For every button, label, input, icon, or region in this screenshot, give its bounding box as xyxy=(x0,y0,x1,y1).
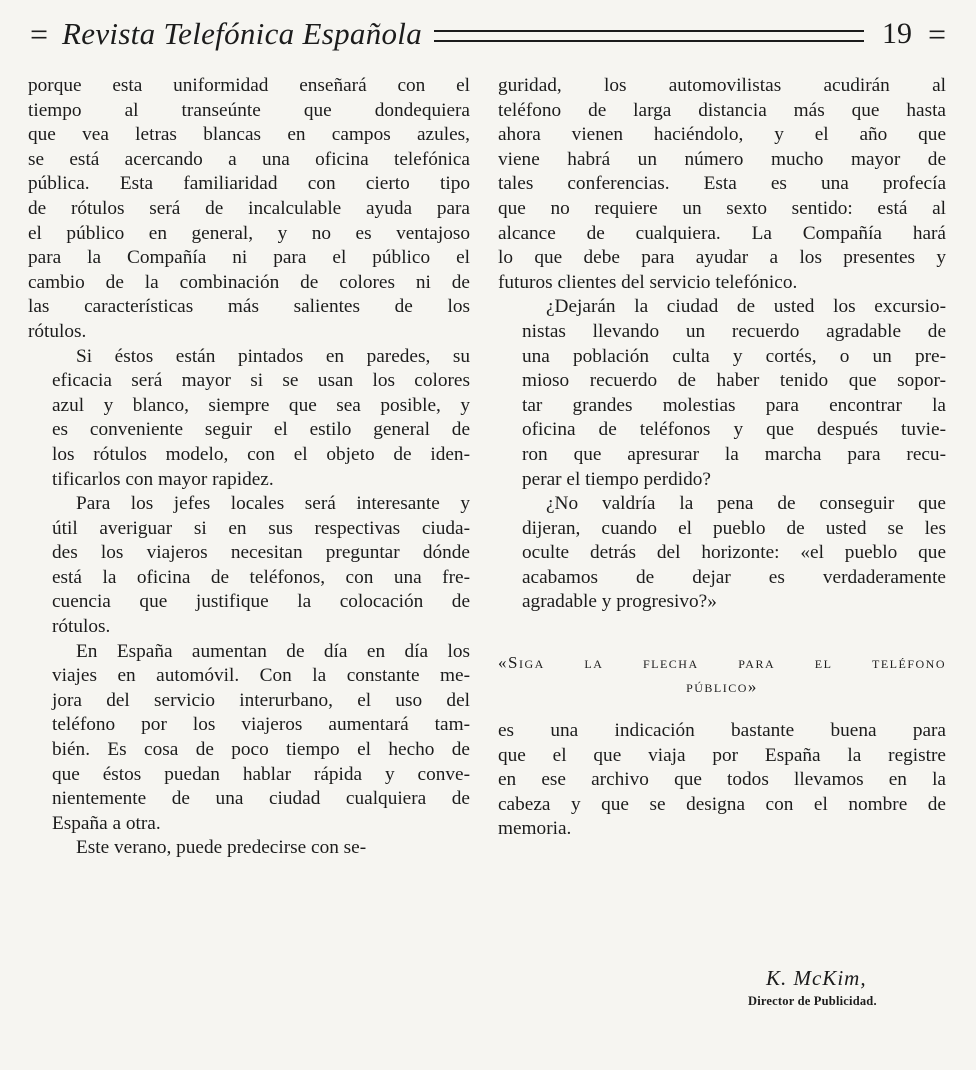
text-line: guridad, los automovilistas acudirán al xyxy=(498,75,946,96)
text-line: dijeran, cuando el pueblo de usted se les xyxy=(522,517,946,539)
body-paragraph xyxy=(498,295,946,492)
running-header xyxy=(30,14,946,54)
closing-paragraph xyxy=(498,719,946,842)
text-line: azul y blanco, siempre que sea posible, y xyxy=(52,394,470,416)
text-line: des los viajeros necesitan preguntar dónde xyxy=(52,542,470,564)
text-line: los rótulos modelo, con el objeto de iden- xyxy=(52,443,470,465)
header-double-rule xyxy=(434,30,864,42)
text-line: útil averiguar si en sus respectivas ciuda- xyxy=(52,517,470,539)
text-line: En España aumentan de día en día los xyxy=(76,640,470,662)
text-line: es conveniente seguir el estilo general de xyxy=(52,419,470,441)
text-line: tiempo al transeúnte que dondequiera xyxy=(28,99,470,121)
text-line: ahora vienen haciéndolo, y el año que xyxy=(498,124,946,146)
author-signature: K. McKim, xyxy=(766,966,867,990)
text-line: nistas llevando un recuerdo agradable de xyxy=(522,320,946,342)
body-paragraph xyxy=(28,836,470,861)
text-line: acabamos de dejar es verdaderamente xyxy=(522,566,946,588)
left-column xyxy=(28,74,470,861)
body-paragraph xyxy=(28,492,470,640)
text-line: que no requiere un sexto sentido: está al xyxy=(498,197,946,219)
text-line: ¿No valdría la pena de conseguir que xyxy=(546,493,946,515)
text-line: que éstos puedan hablar rápida y conve- xyxy=(52,763,470,785)
text-line: perar el tiempo perdido? xyxy=(522,468,711,490)
body-paragraph xyxy=(28,640,470,837)
header-right-ornament: = xyxy=(927,16,946,52)
text-line: viene habrá un número mucho mayor de xyxy=(498,148,946,170)
text-line: una población culta y cortés, o un pre- xyxy=(522,345,946,367)
body-paragraph xyxy=(28,74,470,345)
right-column xyxy=(498,74,946,842)
text-line: ron que apresurar la marcha para recu- xyxy=(522,443,946,465)
author-role: Director de Publicidad. xyxy=(748,994,877,1008)
text-line: las características más salientes de los xyxy=(28,296,470,318)
text-line: teléfono de larga distancia más que hasta xyxy=(498,99,946,121)
text-line: está la oficina de teléfonos, con una fre- xyxy=(52,566,470,588)
text-line: futuros clientes del servicio telefónico. xyxy=(498,271,798,293)
text-line: Este verano, puede predecirse con se- xyxy=(76,837,367,859)
text-line: para la Compañía ni para el público el xyxy=(28,247,470,269)
body-paragraph xyxy=(498,492,946,615)
slogan-line: «Siga la flecha para el teléfono xyxy=(498,653,946,673)
text-line: pública. Esta familiaridad con cierto tipo xyxy=(28,173,470,195)
text-line: cuencia que justifique la colocación de xyxy=(52,591,470,613)
text-line: porque esta uniformidad enseñará con el xyxy=(28,75,470,96)
text-line: lo que debe para ayudar a los presentes y xyxy=(498,247,946,269)
text-line: oficina de teléfonos y que después tuvie- xyxy=(522,419,946,441)
page-number: 19 xyxy=(881,17,912,50)
text-line: alcance de cualquiera. La Compañía hará xyxy=(498,222,946,244)
text-line: en ese archivo que todos llevamos en la xyxy=(498,769,946,791)
text-line: Para los jefes locales será interesante y xyxy=(76,493,470,515)
slogan-line: público» xyxy=(686,677,758,697)
body-paragraph xyxy=(28,345,470,493)
text-line: jora del servicio interurbano, el uso del xyxy=(52,689,470,711)
text-line: viajes en automóvil. Con la constante me- xyxy=(52,665,470,687)
text-line: oculte detrás del horizonte: «el pueblo que xyxy=(522,542,946,564)
text-line: memoria. xyxy=(498,818,572,840)
text-line: se está acercando a una oficina telefónica xyxy=(28,148,470,170)
text-line: agradable y progresivo?» xyxy=(522,591,717,613)
text-line: que el que viaja por España la registre xyxy=(498,744,946,766)
text-line: nientemente de una ciudad cualquiera de xyxy=(52,788,470,810)
journal-title: Revista Telefónica Española xyxy=(62,16,423,51)
text-line: tales conferencias. Esta es una profecía xyxy=(498,173,946,195)
text-line: rótulos. xyxy=(52,616,111,638)
text-line: Si éstos están pintados en paredes, su xyxy=(76,345,470,367)
text-line: mioso recuerdo de haber tenido que sopor- xyxy=(522,370,946,392)
text-line: teléfono por los viajeros aumentará tam- xyxy=(52,714,470,736)
text-line: cabeza y que se designa con el nombre de xyxy=(498,793,946,815)
text-line: rótulos. xyxy=(28,320,87,342)
text-line: tificarlos con mayor rapidez. xyxy=(52,468,274,490)
header-left-ornament: = xyxy=(30,16,49,52)
text-line: bién. Es cosa de poco tiempo el hecho de xyxy=(52,739,470,761)
text-line: es una indicación bastante buena para xyxy=(498,720,946,742)
text-line: ¿Dejarán la ciudad de usted los excursio- xyxy=(546,296,946,318)
text-line: el público en general, y no es ventajoso xyxy=(28,222,470,244)
text-line: de rótulos será de incalculable ayuda para xyxy=(28,197,470,219)
slogan-heading xyxy=(498,651,946,699)
body-paragraph xyxy=(498,74,946,295)
text-line: cambio de la combinación de colores ni de xyxy=(28,271,470,293)
text-line: España a otra. xyxy=(52,812,161,834)
text-line: eficacia será mayor si se usan los colores xyxy=(52,370,470,392)
text-line: que vea letras blancas en campos azules, xyxy=(28,124,470,146)
text-line: tar grandes molestias para encontrar la xyxy=(522,394,946,416)
